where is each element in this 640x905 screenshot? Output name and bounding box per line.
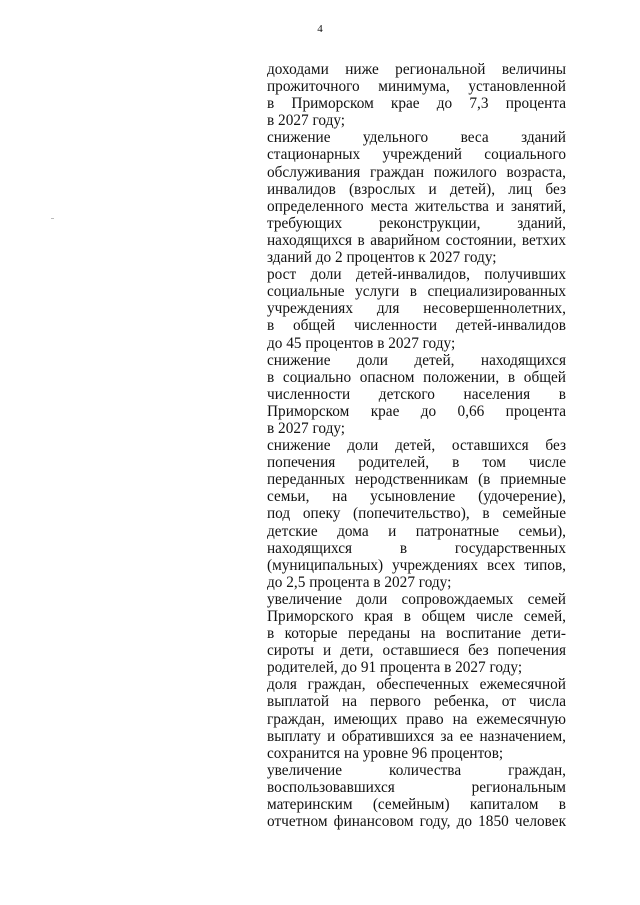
text-line: выплатой на первого ребенка, от числа: [267, 693, 566, 711]
text-line: требующих реконструкции, зданий,: [267, 214, 566, 232]
text-line: Приморском крае до 0,66 процента: [267, 402, 566, 420]
page-number: 4: [317, 23, 323, 35]
text-line: попечения родителей, в том числе: [267, 454, 566, 472]
text-line: (муниципальных) учреждениях всех типов,: [267, 556, 566, 574]
text-line: сохранится на уровне 96 процентов;: [267, 744, 504, 762]
text-line: в 2027 году;: [267, 419, 346, 437]
text-line: до 2,5 процента в 2027 году;: [267, 573, 452, 591]
text-line: под опеку (попечительство), в семейные: [267, 505, 566, 523]
document-body: [267, 61, 566, 830]
text-line: в Приморском крае до 7,3 процента: [267, 95, 566, 113]
text-line: прожиточного минимума, установленной: [267, 78, 566, 96]
text-line: снижение удельного веса зданий: [267, 129, 566, 147]
text-line: семьи, на усыновление (удочерение),: [267, 488, 566, 506]
text-line: в общей численности детей-инвалидов: [267, 317, 566, 335]
text-line: доля граждан, обеспеченных ежемесячной: [267, 676, 566, 694]
text-line: отчетном финансовом году, до 1850 человек: [267, 813, 566, 831]
text-line: обслуживания граждан пожилого возраста,: [267, 163, 566, 181]
text-line: доходами ниже региональной величины: [267, 61, 566, 78]
text-line: снижение доли детей, оставшихся без: [267, 437, 566, 455]
text-line: увеличение количества граждан,: [267, 761, 566, 779]
text-line: инвалидов (взрослых и детей), лиц без: [267, 180, 566, 198]
text-line: зданий до 2 процентов к 2027 году;: [267, 249, 497, 267]
text-line: находящихся в государственных: [267, 539, 566, 557]
text-line: до 45 процентов в 2027 году;: [267, 334, 456, 352]
text-line: граждан, имеющих право на ежемесячную: [267, 710, 566, 728]
text-line: численности детского населения в: [267, 385, 566, 403]
text-line: воспользовавшихся региональным: [267, 778, 566, 796]
text-line: Приморского края в общем числе семей,: [267, 608, 566, 625]
text-line: находящихся в аварийном состоянии, ветхих: [267, 231, 566, 249]
text-line: стационарных учреждений социального: [267, 146, 566, 164]
text-line: детские дома и патронатные семьи),: [267, 522, 566, 540]
text-line: определенного места жительства и занятий,: [267, 197, 566, 215]
text-line: увеличение доли сопровождаемых семей: [267, 590, 566, 608]
text-line: материнским (семейным) капиталом в: [267, 796, 566, 814]
text-line: родителей, до 91 процента в 2027 году;: [267, 659, 523, 677]
text-line: рост доли детей-инвалидов, получивших: [267, 266, 566, 284]
text-line: учреждениях для несовершеннолетних,: [267, 300, 566, 318]
text-line: в социально опасном положении, в общей: [267, 368, 566, 386]
text-line: снижение доли детей, находящихся: [267, 351, 566, 369]
text-line: переданных неродственникам (в приемные: [267, 471, 566, 489]
text-line: в 2027 году;: [267, 112, 346, 130]
margin-dot: [51, 218, 54, 219]
text-line: выплату и обратившихся за ее назначением,: [267, 727, 566, 745]
text-line: социальные услуги в специализированных: [267, 283, 566, 301]
text-line: в которые переданы на воспитание дети-: [267, 625, 566, 643]
text-line: сироты и дети, оставшиеся без попечения: [267, 642, 566, 660]
